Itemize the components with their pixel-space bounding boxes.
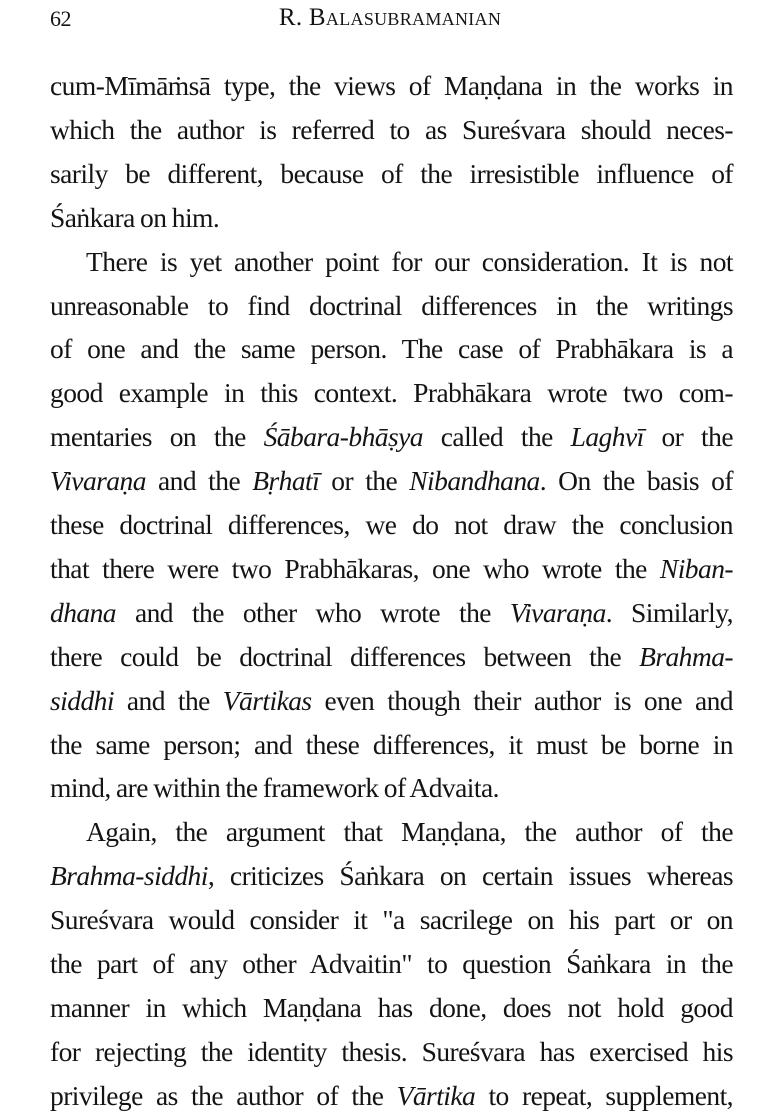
text-segment: unreasonable to find doctrinal differences in the writings — [50, 289, 733, 321]
text-line — [50, 503, 733, 547]
text-segment: . Similarly, — [605, 596, 733, 628]
text-segment: Śaṅkara on him. — [50, 201, 220, 233]
text-segment: that there were two Prabhākaras, one who wrote the — [50, 552, 660, 584]
text-segment: sarily be different, because of the irresistible influence of — [50, 157, 733, 189]
text-line — [50, 679, 733, 723]
text-line — [50, 942, 733, 986]
text-line — [50, 152, 733, 196]
text-line — [50, 196, 733, 240]
italic-term: Vivaraṇa — [50, 465, 146, 497]
text-line — [50, 1074, 733, 1118]
text-line — [50, 898, 733, 942]
text-segment: to repeat, supplement, — [475, 1079, 733, 1111]
text-segment: There is yet another point for our consideration. It is not — [86, 245, 733, 277]
text-line — [50, 327, 733, 371]
text-line — [50, 635, 733, 679]
text-segment: these doctrinal differences, we do not draw the conclusion — [50, 509, 733, 540]
text-segment: , criticizes Śaṅkara on certain issues whereas — [207, 860, 733, 892]
italic-term: siddhi — [50, 684, 114, 716]
text-segment: mind, are within the framework of Advaita. — [50, 772, 499, 804]
text-segment: and the — [145, 465, 253, 497]
text-segment: mentaries on the — [50, 421, 264, 453]
italic-term: Laghvī — [570, 421, 644, 453]
italic-term: Nibandhana — [409, 465, 540, 497]
italic-term: dhana — [50, 596, 117, 628]
text-segment: or the — [319, 465, 410, 497]
italic-term: Niban- — [659, 552, 733, 584]
italic-term: Brahma- — [639, 640, 733, 672]
running-head-rest: alasubramanian — [325, 4, 502, 31]
italic-term: Vārtika — [396, 1079, 476, 1111]
text-segment: which the author is referred to as Sureśvara should neces- — [50, 113, 733, 145]
text-line — [50, 1030, 733, 1074]
text-segment: of one and the same person. The case of Prabhākara is a — [50, 333, 733, 365]
text-segment: and the other who wrote the — [116, 596, 510, 628]
text-line — [50, 415, 733, 459]
text-line — [50, 766, 733, 810]
text-segment: for rejecting the identity thesis. Sureśvara has exercised his — [50, 1035, 733, 1067]
text-segment: . On the basis of — [539, 465, 733, 497]
text-line — [50, 986, 733, 1030]
text-line — [50, 371, 733, 415]
italic-term: Śābara-bhāṣya — [263, 421, 423, 453]
text-segment: cum-Mīmāṁsā type, the views of Maṇḍana in the works in — [50, 70, 733, 101]
text-segment: good example in this context. Prabhākara wrote two com- — [50, 377, 733, 409]
text-segment: and the — [113, 684, 223, 716]
text-line — [86, 240, 733, 284]
running-head-initial: R. B — [278, 4, 326, 31]
text-line — [50, 284, 733, 328]
italic-term: Vivaraṇa — [509, 596, 606, 628]
text-segment: privilege as the author of the — [50, 1079, 397, 1111]
text-line — [50, 64, 733, 108]
text-segment: there could be doctrinal differences between the — [50, 640, 640, 672]
running-head — [0, 4, 780, 32]
text-line — [50, 108, 733, 152]
text-segment: the part of any other Advaitin" to question Śaṅkara in the — [50, 948, 733, 979]
text-segment: Sureśvara would consider it "a sacrilege on his part or on — [50, 904, 733, 936]
text-segment: manner in which Maṇḍana has done, does not hold good — [50, 991, 733, 1023]
italic-term: Vārtikas — [222, 684, 312, 716]
text-segment: called the — [422, 421, 571, 453]
italic-term: Bṛhatī — [252, 465, 320, 497]
text-line — [50, 723, 733, 767]
text-line — [50, 547, 733, 591]
text-segment: or the — [643, 421, 733, 453]
text-segment: Again, the argument that Maṇḍana, the author of the — [86, 816, 733, 848]
text-line — [86, 810, 733, 854]
text-line — [50, 854, 733, 898]
italic-term: Brahma-siddhi — [50, 860, 208, 892]
text-segment: the same person; and these differences, it must be borne in — [50, 728, 733, 760]
text-line — [50, 459, 733, 503]
text-segment: even though their author is one and — [311, 684, 733, 716]
page-number: 62 — [50, 6, 71, 31]
text-line — [50, 591, 733, 635]
